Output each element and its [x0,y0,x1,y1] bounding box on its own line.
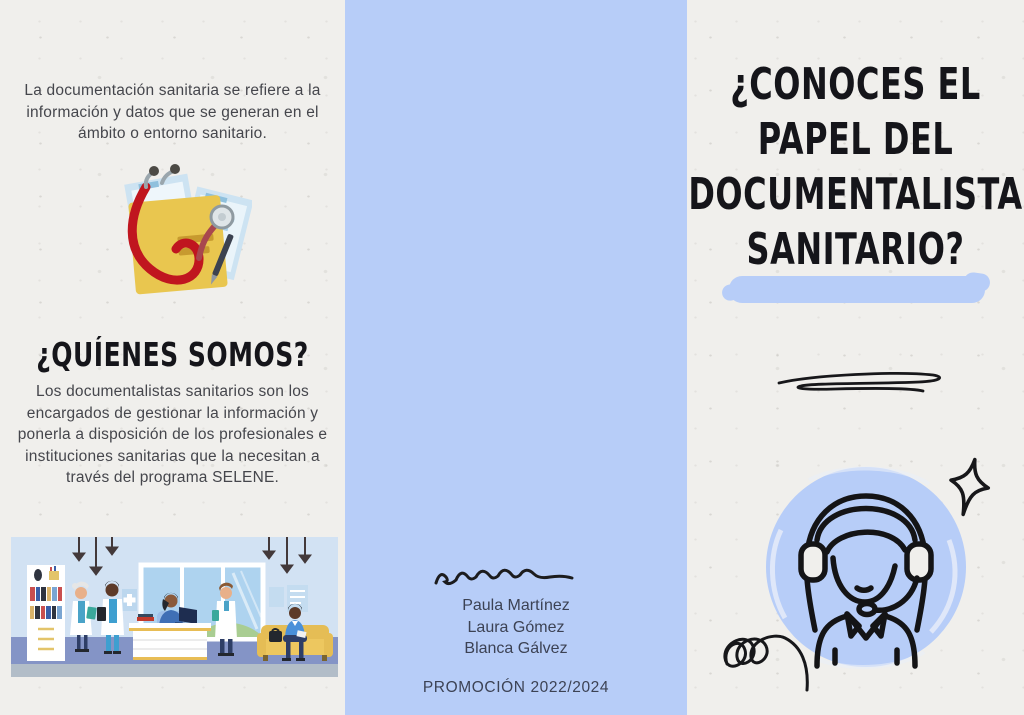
brochure-title-line: SANITARIO? [746,222,965,275]
coil-doodle [721,624,837,694]
who-we-are-text: Los documentalistas sanitarios son los encargados de gestionar la información y ponerla a disposición de los profesionales e instituciones sanitarias que la necesitan a través del programa SELENE. [17,383,328,486]
medical-documents-illustration [100,155,252,305]
wave-squiggle-doodle [433,564,575,590]
promotion-text: PROMOCIÓN 2022/2024 [422,679,610,696]
brochure-title-line: ¿CONOCES EL [730,57,981,110]
who-we-are-heading: ¿QUÍENES SOMOS? [36,336,309,374]
brochure-title [687,56,1024,276]
intro-text: La documentación sanitaria se refiere a la información y datos que se generan en el ámbito o entorno sanitario. [24,82,321,142]
panel-center [345,0,687,715]
highlight-brush [729,276,985,303]
hospital-reception-illustration [11,537,338,677]
author-name: Laura Gómez [467,618,565,636]
brochure-title-line: DOCUMENTALISTA [688,167,1023,220]
brochure-title-line: PAPEL DEL [757,112,954,165]
panel-left [0,0,345,715]
panel-right [687,0,1024,715]
author-name: Paula Martínez [462,597,570,614]
author-list [345,595,687,660]
author-name: Blanca Gálvez [464,640,568,657]
scribble-line-doodle [773,369,945,401]
